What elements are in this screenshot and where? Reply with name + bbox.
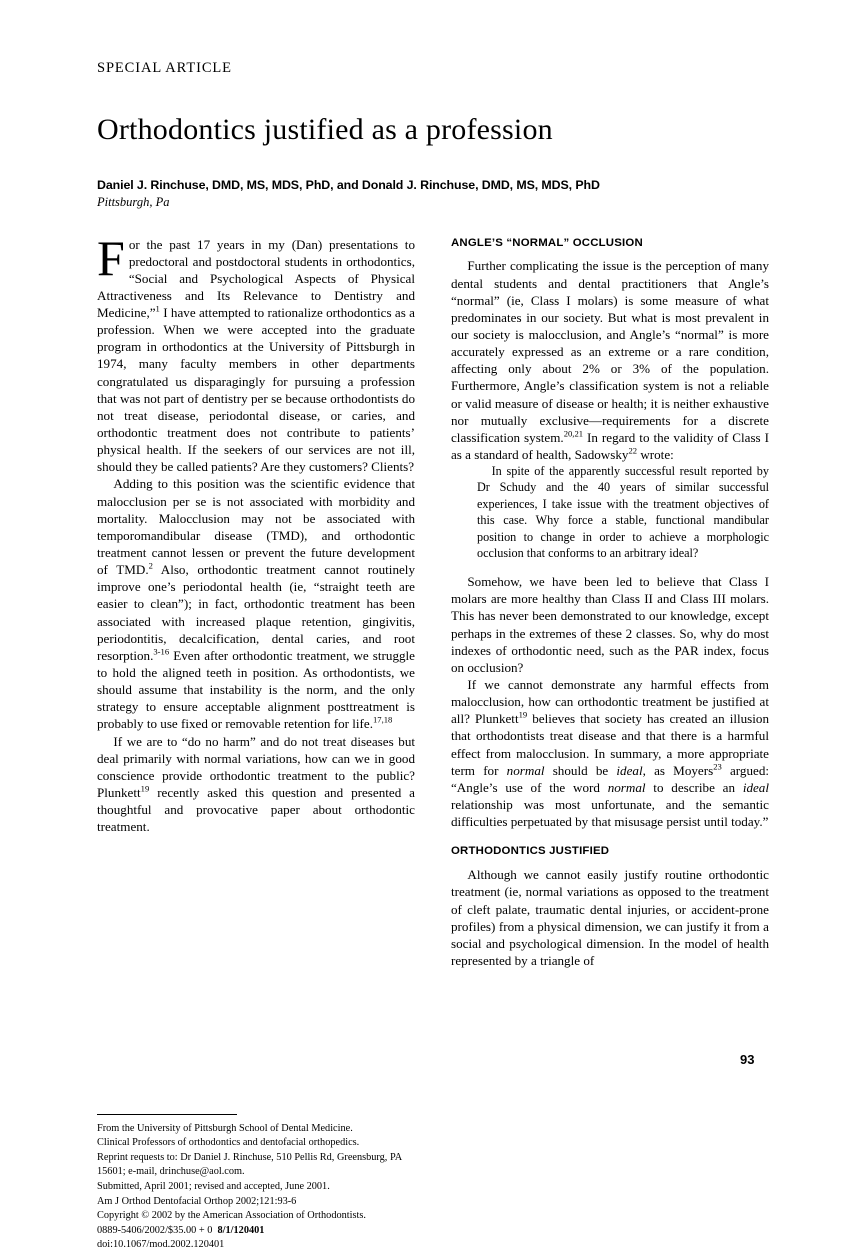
citation-ref: 23 — [713, 761, 722, 772]
drop-cap: F — [97, 229, 125, 286]
paragraph-angle-c: wrote: — [637, 446, 674, 462]
emphasis-normal-2: normal — [607, 779, 646, 795]
section-kicker: SPECIAL ARTICLE — [97, 60, 232, 76]
citation-ref: 17,18 — [372, 715, 393, 726]
emphasis-ideal-2: ideal — [742, 779, 769, 795]
emphasis-normal-1: normal — [506, 762, 545, 778]
citation-ref: 1 — [155, 303, 160, 314]
emphasis-ideal-1: ideal — [616, 762, 643, 778]
citation-ref: 19 — [518, 709, 528, 720]
paragraph-harmful-effects — [451, 676, 769, 830]
footnote-journal-citation: Am J Orthod Dentofacial Orthop 2002;121:93-6 — [97, 1195, 297, 1207]
footnote-position: Clinical Professors of orthodontics and dentofacial orthopedics. — [97, 1137, 360, 1149]
paragraph-do-no-harm — [97, 733, 415, 836]
footnote-issn-line — [97, 1224, 415, 1239]
paragraph-harmful-f: to describe an — [645, 779, 743, 795]
column-right — [451, 236, 769, 970]
citation-ref: 2 — [148, 560, 153, 571]
paragraph-harmful-c: should be — [544, 762, 617, 778]
footnotes-block — [97, 1114, 415, 1253]
block-quote-sadowsky: In spite of the apparently successful result reported by Dr Schudy and the 40 years of similar successful experiences, I take issue with the treatment objectives of this case. Why force a stable, functional mandibular position to change in order to achieve a morphologic occlusion that conforms to an arbitrary ideal? — [477, 464, 769, 560]
citation-ref: 19 — [140, 783, 150, 794]
paragraph-harmful-a: If we cannot demonstrate any harmful effects from malocclusion, how can orthodontic treatment be justified at all? Plunkett — [451, 677, 769, 727]
footnote-submitted: Submitted, April 2001; revised and accepted, June 2001. — [97, 1180, 330, 1192]
footnote-reprint-requests: Reprint requests to: Dr Daniel J. Rinchuse, 510 Pellis Rd, Greensburg, PA 15601; e-mail, drinchuse@aol.com. — [97, 1151, 402, 1178]
paragraph-evidence-a: Adding to this position was the scientific evidence that malocclusion per se is not associated with morbidity and mortality. Malocclusion may not be associated with temporomandibular disease (TMD), and orthodontic treatment cannot lessen or prevent the future development of TMD. — [97, 476, 415, 578]
paragraph-do-no-harm-a: If we are to “do no harm” and do not treat diseases but deal primarily with normal variations, how can we in good conscience provide orthodontic treatment to the public? Plunkett — [97, 733, 415, 800]
footnote-issn: 0889-5406/2002/$35.00 + 0 — [97, 1224, 213, 1236]
paragraph-intro-text: or the past 17 years in my (Dan) presentations to predoctoral and postdoctoral students in orthodontics, “Social and Psychological Aspects of Physical Attractiveness and Its Relevance to Dentistry and Medicine,” — [97, 236, 415, 321]
footnote-copyright: Copyright © 2002 by the American Association of Orthodontists. — [97, 1210, 366, 1222]
paragraph-harmful-e: argued: “Angle’s use of the word — [451, 762, 770, 795]
paragraph-harmful-g: relationship was most unfortunate, and the semantic difficulties perpetuated by that misusage persist until today.” — [451, 797, 769, 830]
footnotes — [97, 1122, 415, 1253]
footnote-article-code: 8/1/120401 — [217, 1224, 265, 1236]
footnote-doi: doi:10.1067/mod.2002.120401 — [97, 1239, 225, 1251]
paragraph-do-no-harm-b: recently asked this question and presented a thoughtful and provocative paper about orthodontic treatment. — [97, 785, 415, 835]
citation-ref: 22 — [628, 445, 638, 456]
paragraph-harmful-b: believes that society has created an illusion that orthodontists treat disease and that there is a harmful effect from malocclusion. In summary, a more appropriate term for — [451, 711, 769, 778]
paragraph-evidence — [97, 475, 415, 732]
author-affiliation: Pittsburgh, Pa — [97, 194, 170, 209]
citation-ref: 3-16 — [153, 646, 170, 657]
paragraph-evidence-c: Even after orthodontic treatment, we struggle to hold the aligned teeth in position. As orthodontists, we should assume that instability is the norm, and the only strategy to ensure acceptable alignment posttreatment is probably to use fixed or removable retention for life. — [97, 647, 415, 732]
page-content — [97, 60, 770, 1251]
paragraph-angle-classification — [451, 257, 769, 463]
column-left — [97, 229, 415, 1251]
paragraph-harmful-d: , as Moyers — [642, 762, 714, 778]
paragraph-intro — [97, 229, 415, 476]
citation-ref: 20,21 — [563, 428, 584, 439]
paragraph-justification: Although we cannot easily justify routine orthodontic treatment (ie, normal variations as opposed to the treatment of cleft palate, traumatic dental injuries, or accident-prone profiles) from a physical dimension, we can justify it from a social and psychological dimension. In the model of health represented by a triangle of — [451, 867, 769, 968]
section-heading-angles-normal-occlusion: ANGLE’S “NORMAL” OCCLUSION — [451, 236, 643, 249]
author-list: Daniel J. Rinchuse, DMD, MS, MDS, PhD, and Donald J. Rinchuse, DMD, MS, MDS, PhD — [97, 177, 600, 192]
footnote-source: From the University of Pittsburgh School of Dental Medicine. — [97, 1122, 353, 1134]
paragraph-angle-a: Further complicating the issue is the perception of many dental students and dental practitioners that Angle’s “normal” (ie, Class I molars) is some measure of what predominates in our society. But what is most prevalent in our society is malocclusion, and Angle’s “normal” is more accurately expressed as an extreme or a rare condition, affecting only about 2% or 3% of the population. Furthermore, Angle’s classification system is not a reliable or valid measure of disease or health; it is neither exhaustive nor mutually exclusive—requirements for a discrete classification system. — [451, 258, 769, 445]
paragraph-class-i-molars: Somehow, we have been led to believe that Class I molars are more healthy than Class II and Class III molars. This has never been demonstrated to our knowledge, except perhaps in the extremes of these 2 classes. So, why do most indexes of orthodontic need, such as the PAR index, focus on occlusion? — [451, 574, 769, 675]
footnote-divider — [97, 1114, 237, 1115]
paragraph-angle-b: In regard to the validity of Class I as a standard of health, Sadowsky — [451, 429, 769, 462]
section-heading-orthodontics-justified: ORTHODONTICS JUSTIFIED — [451, 845, 610, 858]
page-number: 93 — [740, 1052, 755, 1067]
paragraph-intro-cont: I have attempted to rationalize orthodontics as a profession. When we were accepted into the graduate program in orthodontics at the University of Pittsburgh in 1974, many faculty members in other departments congratulated us disparagingly for pursuing a profession that was not part of dentistry per se because orthodontists do not treat disease, periodontal disease, or caries, and orthodontic treatment does not contribute to patients’ physical health. If the seekers of our services are not ill, should they be called patients? Are they customers? Clients? — [97, 305, 415, 475]
paragraph-evidence-b: Also, orthodontic treatment cannot routinely improve one’s periodontal health (ie, “straight teeth are easier to clean”); in fact, orthodontic treatment has been associated with increased plaque retention, gingivitis, periodontitis, decalcification, dental caries, and root resorption. — [97, 562, 415, 663]
page-title: Orthodontics justified as a profession — [97, 113, 553, 146]
